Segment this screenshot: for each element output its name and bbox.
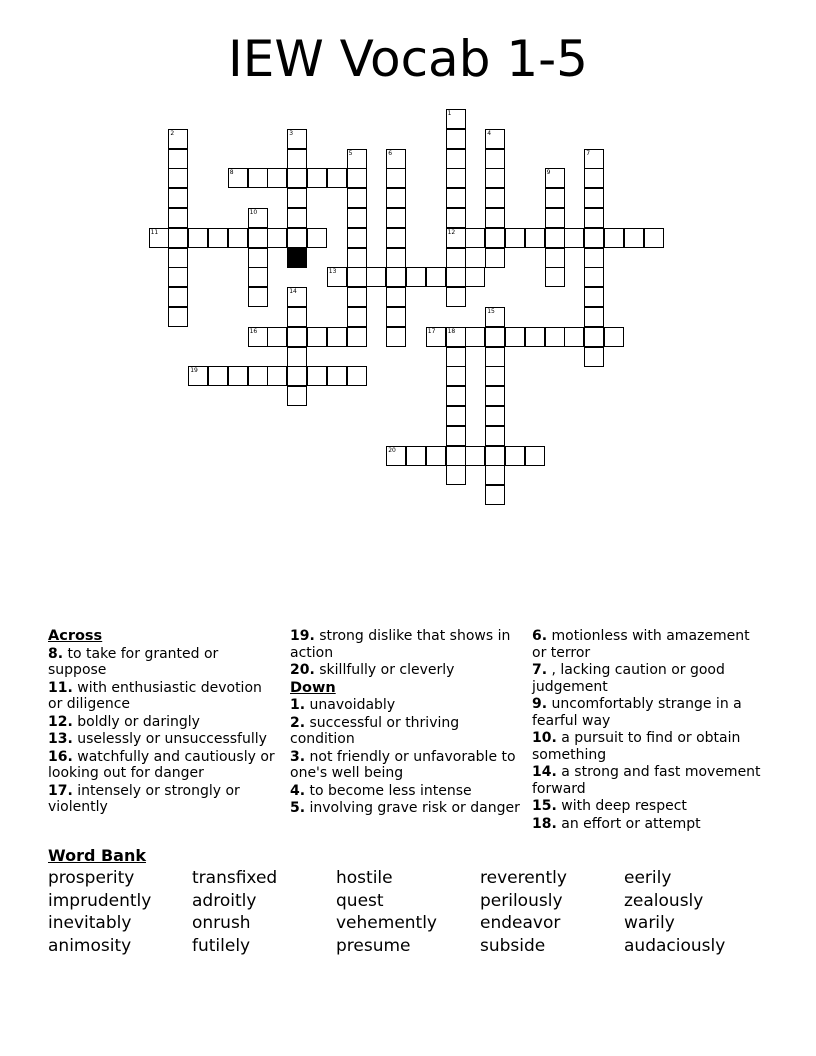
clue-number: 2: [170, 129, 175, 137]
grid-cell[interactable]: [446, 129, 466, 149]
grid-cell[interactable]: [446, 327, 466, 347]
clue-item: [290, 628, 522, 661]
grid-cell[interactable]: [347, 327, 367, 347]
word-bank-item: onrush: [192, 913, 251, 933]
clue-item: [532, 764, 764, 797]
word-bank-item: adroitly: [192, 890, 257, 911]
clue-item-text: strong dislike that shows in action: [290, 628, 511, 661]
grid-cell[interactable]: [485, 465, 505, 485]
word-bank-item: zealously: [624, 890, 704, 911]
grid-cell[interactable]: [307, 327, 327, 347]
grid-cell[interactable]: [545, 228, 565, 248]
word-bank-item: transfixed: [192, 868, 278, 888]
grid-cell[interactable]: [584, 248, 604, 268]
grid-cell[interactable]: [248, 366, 268, 386]
clue-item-text: to take for granted or suppose: [48, 645, 219, 678]
grid-cell[interactable]: [584, 228, 604, 248]
clue-item-text: , lacking caution or good judgement: [532, 662, 725, 695]
clue-item-number: 2.: [290, 714, 306, 731]
clue-item-number: 17.: [48, 782, 73, 799]
grid-cell[interactable]: [347, 168, 367, 188]
grid-cell[interactable]: [446, 109, 466, 129]
grid-cell[interactable]: [485, 347, 505, 367]
clue-number: 4: [487, 129, 492, 137]
grid-cell[interactable]: [287, 327, 307, 347]
clue-item-text: motionless with amazement or terror: [532, 628, 750, 661]
clue-item-number: 16.: [48, 748, 73, 765]
clue-item-number: 15.: [532, 798, 557, 814]
grid-cell[interactable]: [248, 267, 268, 287]
grid-cell[interactable]: [307, 366, 327, 386]
clue-item: [290, 749, 522, 782]
grid-cell[interactable]: [485, 168, 505, 188]
grid-cell[interactable]: [584, 149, 604, 169]
clue-item-text: boldly or daringly: [72, 713, 200, 730]
grid-cell[interactable]: [347, 307, 367, 327]
grid-cell[interactable]: [307, 228, 327, 248]
grid-cell[interactable]: [446, 347, 466, 367]
word-bank-heading: Word Bank: [48, 846, 147, 865]
clue-item-number: 5.: [290, 800, 306, 816]
grid-cell[interactable]: [446, 386, 466, 406]
grid-cell[interactable]: [485, 228, 505, 248]
clue-item-number: 10.: [532, 730, 557, 746]
word-bank-item: vehemently: [336, 913, 437, 933]
grid-cell[interactable]: [327, 267, 347, 287]
clue-number: 11: [150, 228, 159, 236]
clue-item-text: not friendly or unfavorable to one's well being: [290, 748, 516, 781]
grid-cell[interactable]: [485, 188, 505, 208]
clue-item: [532, 628, 764, 661]
word-bank-item: perilously: [480, 890, 563, 911]
grid-cell[interactable]: [386, 446, 406, 466]
grid-cell[interactable]: [168, 188, 188, 208]
grid-cell[interactable]: [505, 327, 525, 347]
word-bank-item: futilely: [192, 935, 251, 956]
grid-cell[interactable]: [267, 366, 287, 386]
grid-cell[interactable]: [386, 327, 406, 347]
clue-number: 20: [388, 446, 396, 454]
grid-cell[interactable]: [287, 208, 307, 228]
grid-cell[interactable]: [446, 406, 466, 426]
clue-item-text: a strong and fast movement forward: [532, 764, 761, 797]
clue-number: 18: [447, 327, 456, 335]
grid-cell[interactable]: [465, 327, 485, 347]
clue-item-number: 20.: [290, 662, 315, 678]
clue-number: 16: [249, 327, 258, 335]
clue-item-number: 12.: [48, 713, 73, 730]
grid-cell[interactable]: [366, 267, 386, 287]
clue-item-text: with enthusiastic devotion or diligence: [48, 679, 262, 712]
grid-cell[interactable]: [228, 228, 248, 248]
grid-cell[interactable]: [465, 267, 485, 287]
clue-number: 19: [190, 367, 198, 375]
grid-cell[interactable]: [406, 446, 426, 466]
grid-cell[interactable]: [188, 366, 208, 386]
grid-cell[interactable]: [584, 307, 604, 327]
grid-cell[interactable]: [287, 347, 307, 367]
clue-item: [290, 662, 522, 679]
grid-cell[interactable]: [168, 248, 188, 268]
clue-item-text: intensely or strongly or violently: [48, 782, 240, 815]
clue-item-text: an effort or attempt: [556, 815, 701, 832]
grid-cell[interactable]: [446, 188, 466, 208]
grid-cell[interactable]: [168, 267, 188, 287]
grid-cell[interactable]: [485, 406, 505, 426]
word-bank-item: imprudently: [48, 890, 152, 911]
word-bank-item: endeavor: [480, 913, 561, 933]
word-bank-item: eerily: [624, 868, 672, 888]
grid-cell[interactable]: [446, 208, 466, 228]
word-bank-item: warily: [624, 913, 675, 933]
grid-cell[interactable]: [545, 248, 565, 268]
grid-cell[interactable]: [347, 287, 367, 307]
grid-cell[interactable]: [485, 485, 505, 505]
clue-column-3: [532, 628, 764, 833]
grid-cell[interactable]: [386, 188, 406, 208]
clue-item-number: 7.: [532, 662, 548, 678]
clue-item: [48, 749, 280, 782]
word-bank-item: reverently: [480, 868, 567, 888]
grid-cell[interactable]: [426, 267, 446, 287]
grid-cell[interactable]: [624, 228, 644, 248]
clue-item-number: 13.: [48, 731, 73, 747]
clue-number: 1: [447, 110, 452, 117]
grid-cell[interactable]: [168, 228, 188, 248]
grid-cell[interactable]: [228, 168, 248, 188]
grid-cell[interactable]: [545, 168, 565, 188]
grid-cell[interactable]: [347, 267, 367, 287]
clue-item-number: 14.: [532, 764, 557, 780]
grid-cell[interactable]: [584, 168, 604, 188]
clue-item-number: 9.: [532, 696, 548, 712]
clue-number: 12: [447, 228, 456, 236]
grid-cell[interactable]: [426, 446, 446, 466]
grid-cell[interactable]: [168, 129, 188, 149]
grid-cell[interactable]: [208, 228, 228, 248]
grid-cell[interactable]: [485, 248, 505, 268]
grid-cell[interactable]: [168, 149, 188, 169]
clue-item: [532, 696, 764, 729]
word-bank-item: presume: [336, 935, 411, 956]
grid-cell[interactable]: [386, 208, 406, 228]
grid-cell[interactable]: [287, 307, 307, 327]
clue-item: [290, 800, 522, 817]
grid-cell[interactable]: [584, 327, 604, 347]
grid-cell[interactable]: [248, 208, 268, 228]
grid-cell[interactable]: [386, 307, 406, 327]
clue-item-number: 1.: [290, 697, 306, 713]
clue-item-text: successful or thriving condition: [290, 714, 460, 747]
clue-item: [48, 680, 280, 713]
grid-cell[interactable]: [545, 267, 565, 287]
grid-cell[interactable]: [485, 129, 505, 149]
clue-item-text: unavoidably: [305, 697, 396, 713]
clue-column-2: [290, 628, 522, 818]
grid-cell[interactable]: [446, 168, 466, 188]
grid-cell[interactable]: [149, 228, 169, 248]
clue-item: [532, 816, 764, 833]
word-bank-item: prosperity: [48, 868, 135, 888]
clue-item: [48, 731, 280, 748]
clue-number: 10: [249, 209, 258, 216]
grid-cell[interactable]: [327, 366, 347, 386]
grid-cell[interactable]: [287, 149, 307, 169]
grid-cell[interactable]: [446, 366, 466, 386]
clue-number: 17: [427, 327, 436, 335]
grid-cell[interactable]: [505, 228, 525, 248]
grid-cell[interactable]: [485, 327, 505, 347]
grid-cell[interactable]: [287, 188, 307, 208]
grid-cell[interactable]: [267, 168, 287, 188]
word-bank-item: audaciously: [624, 935, 726, 956]
grid-cell[interactable]: [386, 149, 406, 169]
grid-cell[interactable]: [168, 287, 188, 307]
clue-item-text: to become less intense: [305, 782, 472, 799]
clue-item-number: 19.: [290, 628, 315, 644]
word-bank-item: quest: [336, 890, 384, 911]
grid-cell[interactable]: [347, 149, 367, 169]
grid-cell[interactable]: [228, 366, 248, 386]
clue-item-text: uselessly or unsuccessfully: [72, 731, 267, 747]
grid-cell[interactable]: [485, 366, 505, 386]
clue-number: 15: [487, 308, 495, 315]
grid-cell[interactable]: [386, 168, 406, 188]
clue-item-text: involving grave risk or danger: [305, 800, 520, 816]
grid-cell[interactable]: [248, 228, 268, 248]
grid-cell[interactable]: [287, 386, 307, 406]
grid-cell[interactable]: [545, 208, 565, 228]
grid-cell[interactable]: [584, 287, 604, 307]
grid-cell[interactable]: [584, 347, 604, 367]
grid-cell[interactable]: [386, 248, 406, 268]
grid-cell[interactable]: [287, 228, 307, 248]
grid-cell[interactable]: [446, 228, 466, 248]
grid-cell[interactable]: [327, 168, 347, 188]
grid-cell[interactable]: [446, 446, 466, 466]
clue-item-number: 6.: [532, 628, 548, 644]
grid-cell[interactable]: [446, 287, 466, 307]
grid-cell[interactable]: [485, 149, 505, 169]
grid-cell[interactable]: [426, 327, 446, 347]
clue-item: [290, 697, 522, 714]
clue-item-text: watchfully and cautiously or looking out for danger: [48, 748, 275, 781]
grid-cell[interactable]: [347, 208, 367, 228]
word-bank: [48, 868, 768, 958]
down-heading: Down: [290, 679, 336, 696]
clue-item: [48, 646, 280, 679]
grid-cell[interactable]: [386, 267, 406, 287]
grid-cell[interactable]: [347, 248, 367, 268]
grid-cell[interactable]: [267, 327, 287, 347]
grid-cell[interactable]: [347, 228, 367, 248]
grid-cell[interactable]: [465, 228, 485, 248]
clue-item-number: 11.: [48, 679, 73, 696]
grid-cell[interactable]: [446, 465, 466, 485]
grid-cell[interactable]: [485, 208, 505, 228]
grid-cell[interactable]: [248, 287, 268, 307]
grid-cell[interactable]: [604, 327, 624, 347]
clue-number: 7: [586, 149, 591, 157]
clue-item-text: with deep respect: [556, 798, 687, 814]
page-title: IEW Vocab 1-5: [227, 30, 588, 88]
clue-number: 5: [348, 149, 353, 157]
grid-cell[interactable]: [386, 228, 406, 248]
grid-cell[interactable]: [465, 446, 485, 466]
grid-cell[interactable]: [347, 366, 367, 386]
grid-cell[interactable]: [584, 267, 604, 287]
grid-cell[interactable]: [248, 248, 268, 268]
grid-cell[interactable]: [644, 228, 664, 248]
grid-cell[interactable]: [446, 149, 466, 169]
grid-cell[interactable]: [287, 129, 307, 149]
grid-cell[interactable]: [248, 168, 268, 188]
grid-cell[interactable]: [485, 386, 505, 406]
clue-item-text: skillfully or cleverly: [314, 662, 455, 678]
grid-cell[interactable]: [188, 228, 208, 248]
clue-item: [532, 798, 764, 815]
clue-number: 9: [546, 169, 551, 177]
grid-cell[interactable]: [525, 327, 545, 347]
grid-cell[interactable]: [485, 426, 505, 446]
grid-cell[interactable]: [287, 366, 307, 386]
clue-number: 14: [289, 288, 297, 296]
word-bank-item: hostile: [336, 868, 393, 888]
clue-item: [532, 662, 764, 695]
grid-cell[interactable]: [168, 168, 188, 188]
grid-cell[interactable]: [545, 188, 565, 208]
clue-item: [48, 783, 280, 816]
grid-cell[interactable]: [525, 228, 545, 248]
grid-cell[interactable]: [168, 307, 188, 327]
clue-item: [48, 714, 280, 731]
grid-cell[interactable]: [287, 287, 307, 307]
grid-cell[interactable]: [248, 327, 268, 347]
clue-number: 3: [289, 129, 294, 137]
clue-item: [290, 783, 522, 800]
clue-item-number: 4.: [290, 782, 306, 799]
word-bank-item: subside: [480, 935, 546, 956]
grid-cell[interactable]: [287, 168, 307, 188]
grid-cell[interactable]: [525, 446, 545, 466]
grid-cell[interactable]: [307, 168, 327, 188]
grid-cell[interactable]: [347, 188, 367, 208]
grid-cell[interactable]: [446, 267, 466, 287]
grid-cell[interactable]: [208, 366, 228, 386]
grid-cell[interactable]: [604, 228, 624, 248]
grid-cell[interactable]: [386, 287, 406, 307]
grid-cell[interactable]: [446, 426, 466, 446]
grid-cell[interactable]: [485, 307, 505, 327]
grid-cell[interactable]: [584, 208, 604, 228]
grid-cell[interactable]: [446, 248, 466, 268]
grid-cell[interactable]: [406, 267, 426, 287]
clue-item-text: a pursuit to find or obtain something: [532, 730, 741, 763]
clue-number: 6: [388, 149, 393, 157]
grid-cell[interactable]: [564, 228, 584, 248]
clue-item: [290, 715, 522, 748]
grid-cell[interactable]: [327, 327, 347, 347]
clue-item-number: 8.: [48, 645, 64, 662]
clue-item-text: uncomfortably strange in a fearful way: [532, 696, 742, 729]
word-bank-item: inevitably: [48, 913, 132, 933]
grid-cell[interactable]: [545, 327, 565, 347]
grid-cell[interactable]: [168, 208, 188, 228]
grid-cell[interactable]: [267, 228, 287, 248]
word-bank-item: animosity: [48, 935, 132, 956]
clue-column-1: [48, 628, 280, 817]
grid-cell[interactable]: [564, 327, 584, 347]
across-heading: Across: [48, 628, 103, 644]
grid-cell[interactable]: [485, 446, 505, 466]
clue-item-number: 3.: [290, 748, 306, 765]
grid-black-cell: [287, 248, 307, 268]
clue-number: 8: [229, 169, 234, 177]
grid-cell[interactable]: [584, 188, 604, 208]
clue-number: 13: [328, 268, 337, 276]
clue-item-number: 18.: [532, 815, 557, 832]
grid-cell[interactable]: [505, 446, 525, 466]
clue-item: [532, 730, 764, 763]
